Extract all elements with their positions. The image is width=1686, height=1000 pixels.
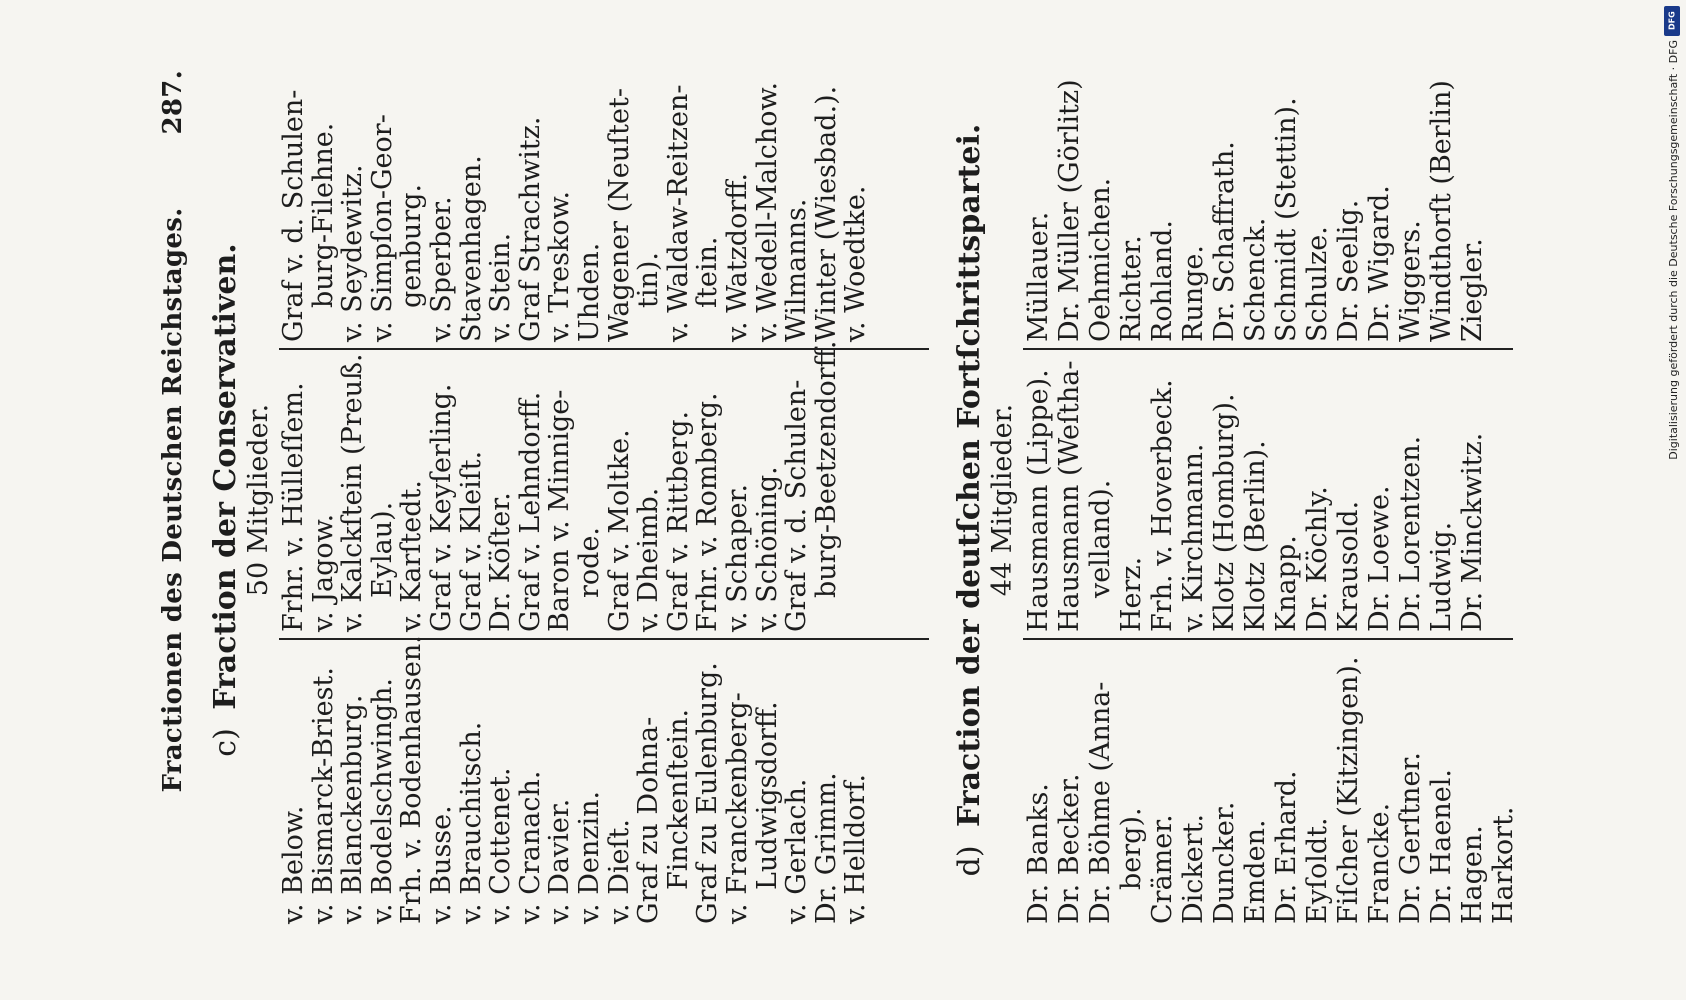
member-name: v. Sperber. bbox=[425, 196, 457, 342]
member-name: v. Kirchmann. bbox=[1178, 443, 1209, 632]
member-name: Crämer. bbox=[1147, 814, 1178, 924]
member-name: Ludwig. bbox=[1426, 521, 1457, 632]
member-name: v. Davier. bbox=[544, 798, 576, 924]
credit-text: Digitalisierung gefördert durch die Deutsche Forschungsgemeinschaft · DFG bbox=[1666, 40, 1680, 460]
member-name: v. Blanckenburg. bbox=[337, 694, 369, 924]
member-name: Dr. Seelig. bbox=[1333, 199, 1364, 342]
member-name-continuation: Finckenſtein. bbox=[662, 708, 694, 890]
member-name: v. Stein. bbox=[485, 232, 517, 342]
section-letter: c) bbox=[208, 728, 243, 757]
member-name: Francke. bbox=[1364, 802, 1395, 924]
member-name-continuation: rode. bbox=[573, 526, 605, 598]
member-name: Frhr. v. Hülleſſem. bbox=[278, 382, 309, 632]
member-name: v. Bodelschwingh. bbox=[366, 678, 398, 924]
section-progress-party bbox=[952, 70, 1519, 930]
running-title: Fractionen des Deutschen Reichstages. bbox=[158, 207, 188, 793]
member-name-continuation: velland). bbox=[1085, 479, 1116, 598]
member-column bbox=[1023, 648, 1519, 930]
member-name-continuation: genburg. bbox=[396, 183, 428, 308]
member-name-continuation: burg-Beetzendorff. bbox=[810, 340, 842, 598]
member-name: Dr. Haenel. bbox=[1426, 769, 1457, 924]
member-name-continuation: ſtein. bbox=[692, 236, 724, 308]
member-name: Harkort. bbox=[1488, 806, 1519, 924]
member-name: Dr. Becker. bbox=[1054, 773, 1085, 924]
member-name: Wilmanns. bbox=[781, 198, 813, 342]
rotated-page bbox=[153, 70, 1533, 930]
member-columns bbox=[279, 70, 929, 930]
member-column bbox=[279, 68, 929, 350]
member-name: Wiggers. bbox=[1395, 220, 1426, 342]
member-count: 44 Mitglieder. bbox=[987, 403, 1018, 597]
member-name: Graf zu Dohna- bbox=[633, 716, 665, 924]
member-name: v. Cranach. bbox=[514, 770, 546, 924]
member-name: v. Brauchitsch. bbox=[455, 721, 487, 924]
member-name: Dr. Wigard. bbox=[1364, 185, 1395, 342]
member-name: v. Franckenberg- bbox=[721, 692, 753, 924]
member-name: v. Watzdorff. bbox=[721, 172, 753, 342]
member-name-continuation: Eylau). bbox=[366, 501, 398, 598]
member-name: Hagen. bbox=[1457, 825, 1488, 924]
member-name: Graf v. d. Schulen- bbox=[278, 89, 309, 342]
member-name: v. Below. bbox=[278, 805, 309, 924]
member-name: v. Simpſon-Geor- bbox=[366, 114, 398, 342]
member-name: v. Cottenet. bbox=[485, 767, 517, 924]
member-name: Graf v. d. Schulen- bbox=[781, 379, 813, 632]
member-name: Graf v. Rittberg. bbox=[662, 410, 694, 632]
member-name: Schulze. bbox=[1302, 226, 1333, 342]
member-name: Richter. bbox=[1116, 235, 1147, 342]
member-name: Dr. Böhme (Anna- bbox=[1085, 681, 1116, 924]
member-name: Frh. v. Bodenhausen. bbox=[396, 635, 428, 924]
member-name: Duncker. bbox=[1209, 801, 1240, 924]
member-column bbox=[1023, 68, 1513, 350]
member-column bbox=[278, 340, 929, 640]
member-name: v. Bismarck-Briest. bbox=[307, 667, 339, 924]
member-name: Dr. Köchly. bbox=[1302, 486, 1333, 632]
member-name: v. Treskow. bbox=[544, 190, 576, 342]
member-name: Müllauer. bbox=[1023, 211, 1054, 342]
section-title: Fraction der Conservativen. bbox=[208, 243, 243, 710]
member-name: Dr. Müller (Görlitz) bbox=[1054, 79, 1085, 342]
member-name: Graf zu Eulenburg. bbox=[692, 662, 724, 924]
member-name: v. Woedtke. bbox=[840, 185, 872, 342]
member-name: v. Denzin. bbox=[573, 790, 605, 924]
member-name: Frh. v. Hoverbeck. bbox=[1147, 379, 1178, 632]
member-name: Dr. Lorentzen. bbox=[1395, 435, 1426, 632]
member-name: v. Wedell-Malchow. bbox=[751, 81, 783, 342]
member-name: Schenck. bbox=[1240, 217, 1271, 342]
dfg-logo: DFG bbox=[1664, 6, 1680, 36]
member-name: Krausold. bbox=[1333, 500, 1364, 632]
member-name: Klotz (Homburg). bbox=[1209, 393, 1240, 632]
member-name: v. Schöning. bbox=[751, 466, 783, 632]
member-name: Graf v. Lehndorff. bbox=[514, 391, 546, 632]
running-header bbox=[153, 70, 193, 930]
member-name: Graf v. Keyſerling. bbox=[425, 383, 457, 632]
member-name: Dr. Grimm. bbox=[810, 772, 842, 924]
member-name: Stavenhagen. bbox=[455, 155, 487, 342]
member-name-continuation: burg-Filehne. bbox=[307, 122, 339, 308]
member-name: Hausmann (Lippe). bbox=[1023, 369, 1054, 632]
member-name: v. Busse. bbox=[425, 805, 457, 924]
section-title: Fraction der deutſchen Fortſchrittspartei. bbox=[952, 123, 987, 827]
member-name: Winter (Wiesbad.). bbox=[810, 85, 842, 342]
member-name: Dr. Gerſtner. bbox=[1395, 752, 1426, 924]
member-name: Dr. Banks. bbox=[1023, 783, 1054, 924]
member-name: v. Gerlach. bbox=[781, 778, 813, 924]
member-count: 50 Mitglieder. bbox=[243, 403, 274, 597]
page-number: 287. bbox=[158, 70, 188, 135]
section-letter: d) bbox=[952, 845, 987, 877]
member-name: Schmidt (Stettin). bbox=[1271, 97, 1302, 342]
member-name: Rohland. bbox=[1147, 220, 1178, 342]
member-name: Wagener (Neuſtet- bbox=[603, 88, 635, 342]
member-name: v. Helldorf. bbox=[840, 773, 872, 924]
member-name: Ziegler. bbox=[1457, 238, 1488, 342]
member-name: Emden. bbox=[1240, 819, 1271, 924]
member-name: Herz. bbox=[1116, 556, 1147, 632]
member-columns bbox=[1023, 70, 1519, 930]
member-name: Hausmann (Weſtha- bbox=[1054, 360, 1085, 632]
section-conservatives bbox=[209, 70, 929, 930]
member-name: Frhr. v. Romberg. bbox=[692, 392, 724, 632]
member-name: v. Schaper. bbox=[721, 483, 753, 632]
member-name: Dr. Loewe. bbox=[1364, 485, 1395, 632]
member-name: Dickert. bbox=[1178, 813, 1209, 924]
member-name: Fiſcher (Kitzingen). bbox=[1333, 656, 1364, 924]
member-name: Klotz (Berlin). bbox=[1240, 440, 1271, 632]
member-column bbox=[278, 635, 929, 930]
member-name-continuation: tin). bbox=[633, 252, 665, 308]
member-name: v. Karſtedt. bbox=[396, 480, 428, 632]
member-name-continuation: berg). bbox=[1116, 807, 1147, 890]
member-name: v. Waldaw-Reitzen- bbox=[662, 84, 694, 342]
member-name: Runge. bbox=[1178, 245, 1209, 342]
digitization-credit bbox=[1660, 0, 1686, 1000]
member-column bbox=[1023, 358, 1513, 640]
member-name: Knapp. bbox=[1271, 535, 1302, 632]
member-name: v. Jagow. bbox=[307, 513, 339, 632]
member-name: Graf Strachwitz. bbox=[514, 116, 546, 342]
member-name: Dr. Minckwitz. bbox=[1457, 432, 1488, 632]
member-name: Windthorſt (Berlin) bbox=[1426, 80, 1457, 342]
member-name: v. Kalckſtein (Preuß. bbox=[337, 353, 369, 632]
member-name: v. Seydewitz. bbox=[337, 164, 369, 342]
member-name: Eyſoldt. bbox=[1302, 817, 1333, 924]
member-name-continuation: Ludwigsdorff. bbox=[751, 701, 783, 890]
member-name: v. Dieſt. bbox=[603, 819, 635, 924]
member-name: v. Dheimb. bbox=[633, 487, 665, 632]
member-name: Dr. Schaffrath. bbox=[1209, 141, 1240, 342]
member-name: Oehmichen. bbox=[1085, 177, 1116, 342]
member-name: Dr. Erhard. bbox=[1271, 770, 1302, 924]
section-heading bbox=[209, 70, 243, 930]
member-name: Graf v. Moltke. bbox=[603, 429, 635, 632]
member-name: Baron v. Minnige- bbox=[544, 389, 576, 632]
member-name: Uhden. bbox=[573, 242, 605, 342]
member-name: Dr. Köſter. bbox=[485, 492, 517, 632]
member-name: Graf v. Kleiſt. bbox=[455, 450, 487, 632]
section-heading bbox=[953, 70, 987, 930]
